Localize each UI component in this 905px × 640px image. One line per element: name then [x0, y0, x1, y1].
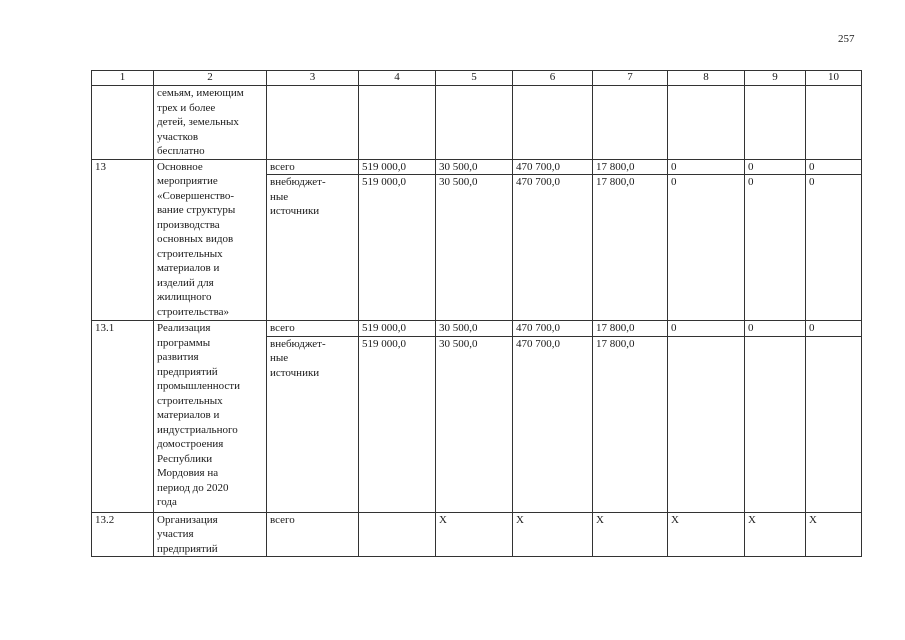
value-cell: 0 [668, 159, 745, 175]
value-cell: 0 [806, 321, 862, 337]
value-cell: 519 000,0 [359, 336, 436, 512]
value-cell: 17 800,0 [593, 175, 668, 321]
value-cell: 30 500,0 [436, 159, 513, 175]
value-cell: 470 700,0 [513, 336, 593, 512]
source-label-cell: всего [267, 159, 359, 175]
row-number-cell: 13.1 [92, 321, 154, 513]
value-cell: 30 500,0 [436, 321, 513, 337]
row-number-cell: 13 [92, 159, 154, 321]
source-label-cell: внебюджет- ные источники [267, 175, 359, 321]
table-row-13-1-total [92, 321, 862, 337]
measure-name-cell: Реализация программы развития предприятий промышленности строительных материалов и индустриального домостроения Республики Мордовия на период до 2020 года [154, 321, 267, 513]
table-cell [745, 86, 806, 160]
value-cell: 0 [668, 175, 745, 321]
column-header: 3 [267, 71, 359, 86]
budget-table [91, 70, 862, 557]
measure-name-cell: Организация участия предприятий [154, 512, 267, 557]
table-cell [436, 86, 513, 160]
column-number-header-row [92, 71, 862, 86]
value-cell: Х [745, 512, 806, 557]
value-cell: 0 [668, 321, 745, 337]
value-cell [668, 336, 745, 512]
value-cell: 0 [806, 175, 862, 321]
table-cell [267, 86, 359, 160]
value-cell: 519 000,0 [359, 159, 436, 175]
source-label-cell: всего [267, 512, 359, 557]
value-cell: 470 700,0 [513, 159, 593, 175]
column-header: 5 [436, 71, 513, 86]
table-cell [806, 86, 862, 160]
measure-name-cell: Основное мероприятие «Совершенство- вание структуры производства основных видов строительных материалов и изделий для жилищного строительства» [154, 159, 267, 321]
source-label-cell: всего [267, 321, 359, 337]
value-cell: Х [806, 512, 862, 557]
value-cell: 17 800,0 [593, 159, 668, 175]
column-header: 4 [359, 71, 436, 86]
table-cell [513, 86, 593, 160]
column-header: 2 [154, 71, 267, 86]
value-cell: 0 [806, 159, 862, 175]
value-cell: 470 700,0 [513, 321, 593, 337]
page-number: 257 [838, 33, 855, 45]
value-cell: 0 [745, 175, 806, 321]
value-cell: 0 [745, 321, 806, 337]
value-cell: Х [593, 512, 668, 557]
table-cell [359, 86, 436, 160]
value-cell: Х [668, 512, 745, 557]
value-cell [359, 512, 436, 557]
table-cell [92, 86, 154, 160]
column-header: 9 [745, 71, 806, 86]
table-row-continuation [92, 86, 862, 160]
value-cell: 519 000,0 [359, 175, 436, 321]
column-header: 1 [92, 71, 154, 86]
source-label-cell: внебюджет- ные источники [267, 336, 359, 512]
value-cell: 17 800,0 [593, 336, 668, 512]
value-cell: 0 [745, 159, 806, 175]
value-cell: 30 500,0 [436, 175, 513, 321]
value-cell: 30 500,0 [436, 336, 513, 512]
value-cell [806, 336, 862, 512]
value-cell: Х [513, 512, 593, 557]
table-row-13-total [92, 159, 862, 175]
value-cell: 17 800,0 [593, 321, 668, 337]
value-cell: 519 000,0 [359, 321, 436, 337]
column-header: 7 [593, 71, 668, 86]
row-number-cell: 13.2 [92, 512, 154, 557]
column-header: 10 [806, 71, 862, 86]
value-cell: Х [436, 512, 513, 557]
value-cell: 470 700,0 [513, 175, 593, 321]
column-header: 8 [668, 71, 745, 86]
value-cell [745, 336, 806, 512]
measure-name-cell: семьям, имеющим трех и более детей, земельных участков бесплатно [154, 86, 267, 160]
table-row-13-2-total [92, 512, 862, 557]
table-cell [668, 86, 745, 160]
table-cell [593, 86, 668, 160]
column-header: 6 [513, 71, 593, 86]
